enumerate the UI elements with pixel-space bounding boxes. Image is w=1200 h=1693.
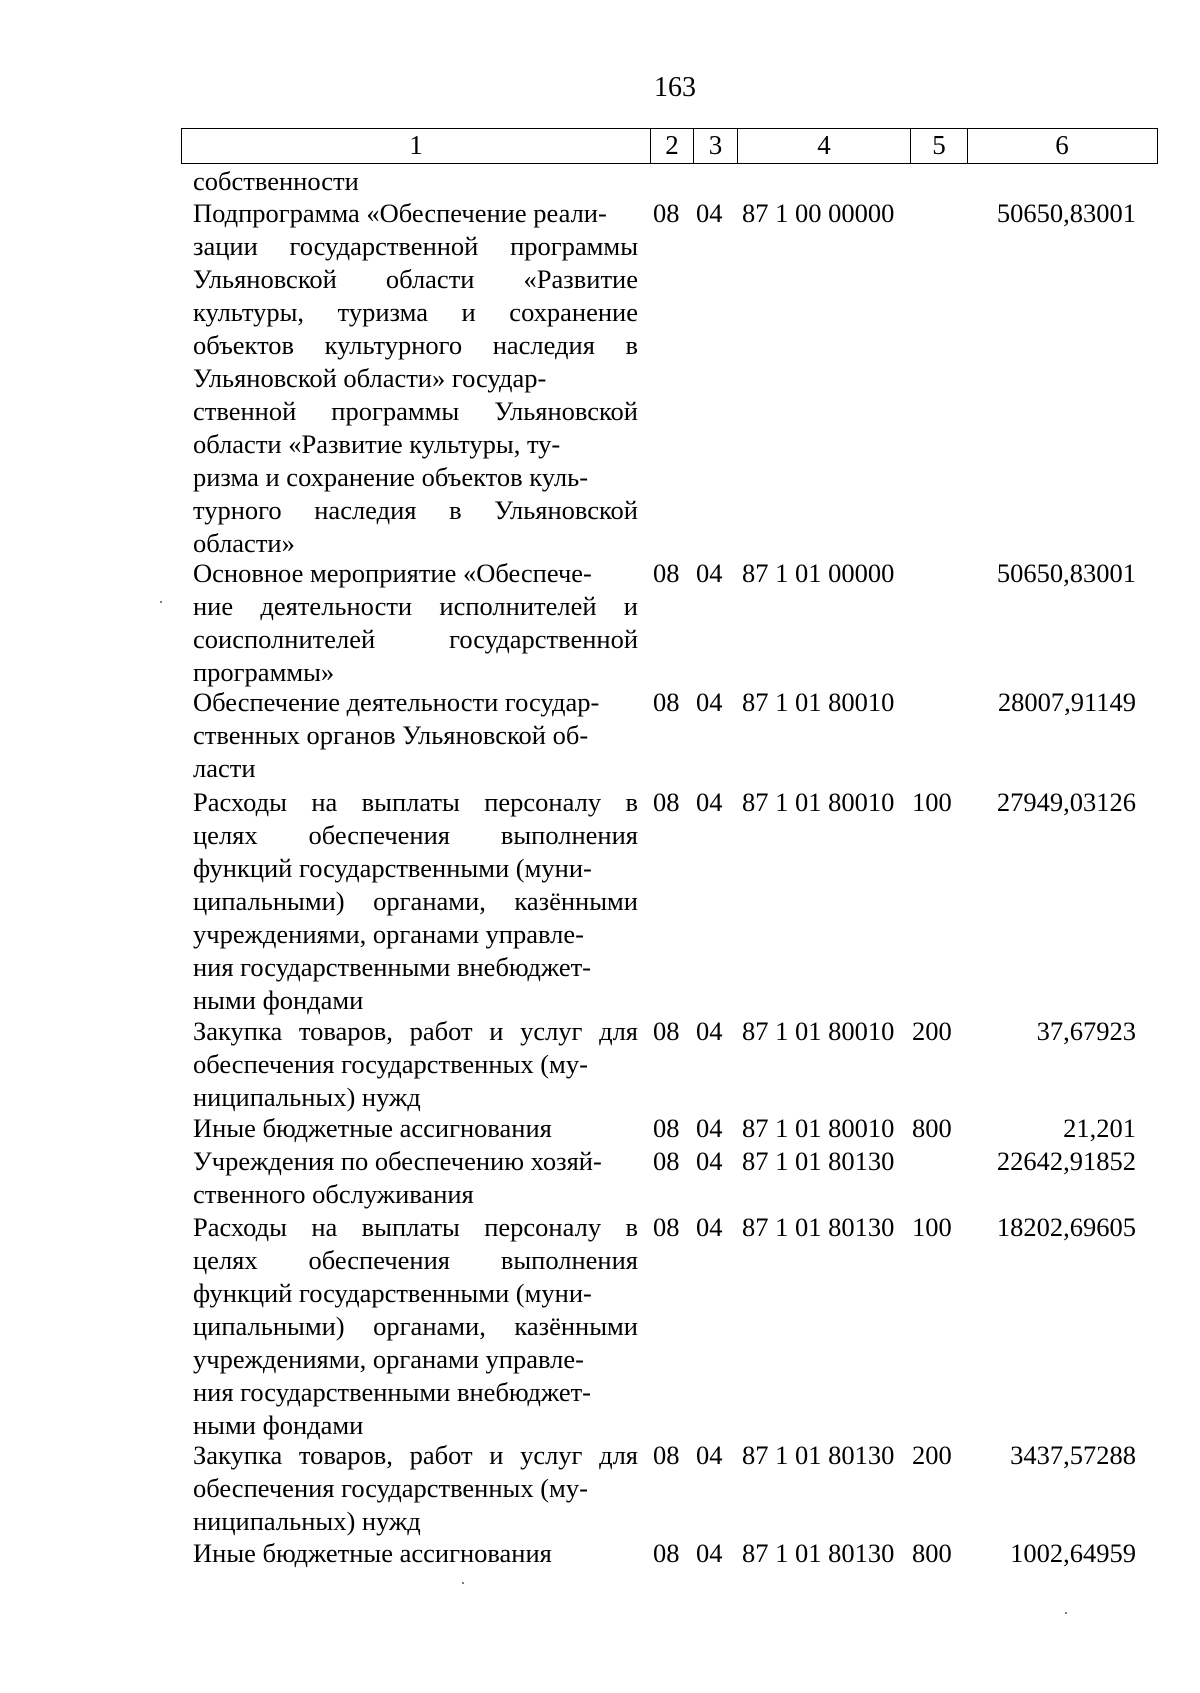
row-code-c2: 08 [653, 198, 680, 228]
row-amount: 50650,83001 [996, 558, 1136, 588]
row-name: Иные бюджетные ассигнования [193, 1113, 552, 1143]
scan-speck [462, 1582, 464, 1584]
header-col-4: 4 [738, 129, 911, 163]
row-amount: 1002,64959 [1010, 1538, 1136, 1568]
row-code-c3: 04 [696, 558, 723, 588]
row-code-c3: 04 [696, 1440, 723, 1470]
row-code-c4: 87 1 00 00000 [742, 198, 895, 228]
row-name: собственности [193, 166, 359, 196]
row-code-c2: 08 [653, 787, 680, 817]
row-code-c4: 87 1 01 80010 [742, 1113, 895, 1143]
row-amount: 3437,57288 [1010, 1440, 1136, 1470]
row-code-c2: 08 [653, 1016, 680, 1046]
row-name: Иные бюджетные ассигнования [193, 1538, 552, 1568]
row-code-c5: 200 [912, 1016, 952, 1046]
scan-speck [1065, 1612, 1067, 1614]
scan-speck [160, 601, 162, 603]
row-code-c4: 87 1 01 80010 [742, 687, 895, 717]
header-col-5: 5 [911, 129, 968, 163]
row-code-c2: 08 [653, 1538, 680, 1568]
header-col-3: 3 [694, 129, 738, 163]
row-code-c2: 08 [653, 687, 680, 717]
row-code-c3: 04 [696, 787, 723, 817]
table-header [181, 128, 1158, 164]
row-code-c4: 87 1 01 80130 [742, 1146, 895, 1176]
row-code-c4: 87 1 01 00000 [742, 558, 895, 588]
row-amount: 18202,69605 [996, 1212, 1136, 1242]
row-code-c3: 04 [696, 1016, 723, 1046]
row-code-c4: 87 1 01 80130 [742, 1538, 895, 1568]
row-code-c4: 87 1 01 80130 [742, 1212, 895, 1242]
row-name: Расходы на выплаты персоналу в целях обеспечения выполнения функций государственными (муни- ципальными) органами, казёнными учреждениями, органами управле- ния государственными внебюджет- ными фондами [193, 787, 638, 1015]
row-code-c2: 08 [653, 558, 680, 588]
row-amount: 21,201 [1063, 1113, 1136, 1143]
row-amount: 50650,83001 [996, 198, 1136, 228]
row-name: Обеспечение деятельности государ- ственных органов Ульяновской об- ласти [193, 687, 600, 783]
header-col-1: 1 [182, 129, 651, 163]
header-col-6: 6 [1055, 130, 1069, 160]
row-name: Расходы на выплаты персоналу в целях обеспечения выполнения функций государственными (муни- ципальными) органами, казёнными учреждениями, органами управле- ния государственными внебюджет- ными фондами [193, 1212, 638, 1440]
row-amount: 28007,91149 [997, 687, 1136, 717]
row-code-c2: 08 [653, 1440, 680, 1470]
row-name: Закупка товаров, работ и услуг для обеспечения государственных (му- ниципальных) нужд [193, 1016, 638, 1112]
row-code-c5: 100 [912, 1212, 952, 1242]
row-name: Основное мероприятие «Обеспече- ние деятельности исполнителей и соисполнителей государственной программы» [193, 558, 638, 687]
row-code-c3: 04 [696, 1538, 723, 1568]
row-code-c3: 04 [696, 198, 723, 228]
row-code-c4: 87 1 01 80010 [742, 787, 895, 817]
row-code-c4: 87 1 01 80130 [742, 1440, 895, 1470]
row-code-c2: 08 [653, 1113, 680, 1143]
row-code-c3: 04 [696, 687, 723, 717]
row-code-c5: 200 [912, 1440, 952, 1470]
row-amount: 27949,03126 [996, 787, 1136, 817]
row-code-c5: 800 [912, 1538, 952, 1568]
row-code-c3: 04 [696, 1212, 723, 1242]
row-amount: 37,67923 [1036, 1016, 1136, 1046]
row-amount: 22642,91852 [996, 1146, 1136, 1176]
page-number: 163 [654, 72, 696, 103]
row-name: Учреждения по обеспечению хозяй- ственного обслуживания [193, 1146, 602, 1209]
row-code-c4: 87 1 01 80010 [742, 1016, 895, 1046]
row-code-c3: 04 [696, 1113, 723, 1143]
header-col-2: 2 [651, 129, 694, 163]
row-code-c5: 800 [912, 1113, 952, 1143]
row-code-c2: 08 [653, 1212, 680, 1242]
row-code-c5: 100 [912, 787, 952, 817]
row-code-c3: 04 [696, 1146, 723, 1176]
row-name: Подпрограмма «Обеспечение реали- зации государственной программы Ульяновской области «Развитие культуры, туризма и сохранение объектов культурного наследия в Ульяновской области» государ- ственной программы Ульяновской области «Развитие культуры, ту- ризма и сохранение объектов куль- турного наследия в Ульяновской области» [193, 198, 638, 558]
row-name: Закупка товаров, работ и услуг для обеспечения государственных (му- ниципальных) нужд [193, 1440, 638, 1536]
row-code-c2: 08 [653, 1146, 680, 1176]
